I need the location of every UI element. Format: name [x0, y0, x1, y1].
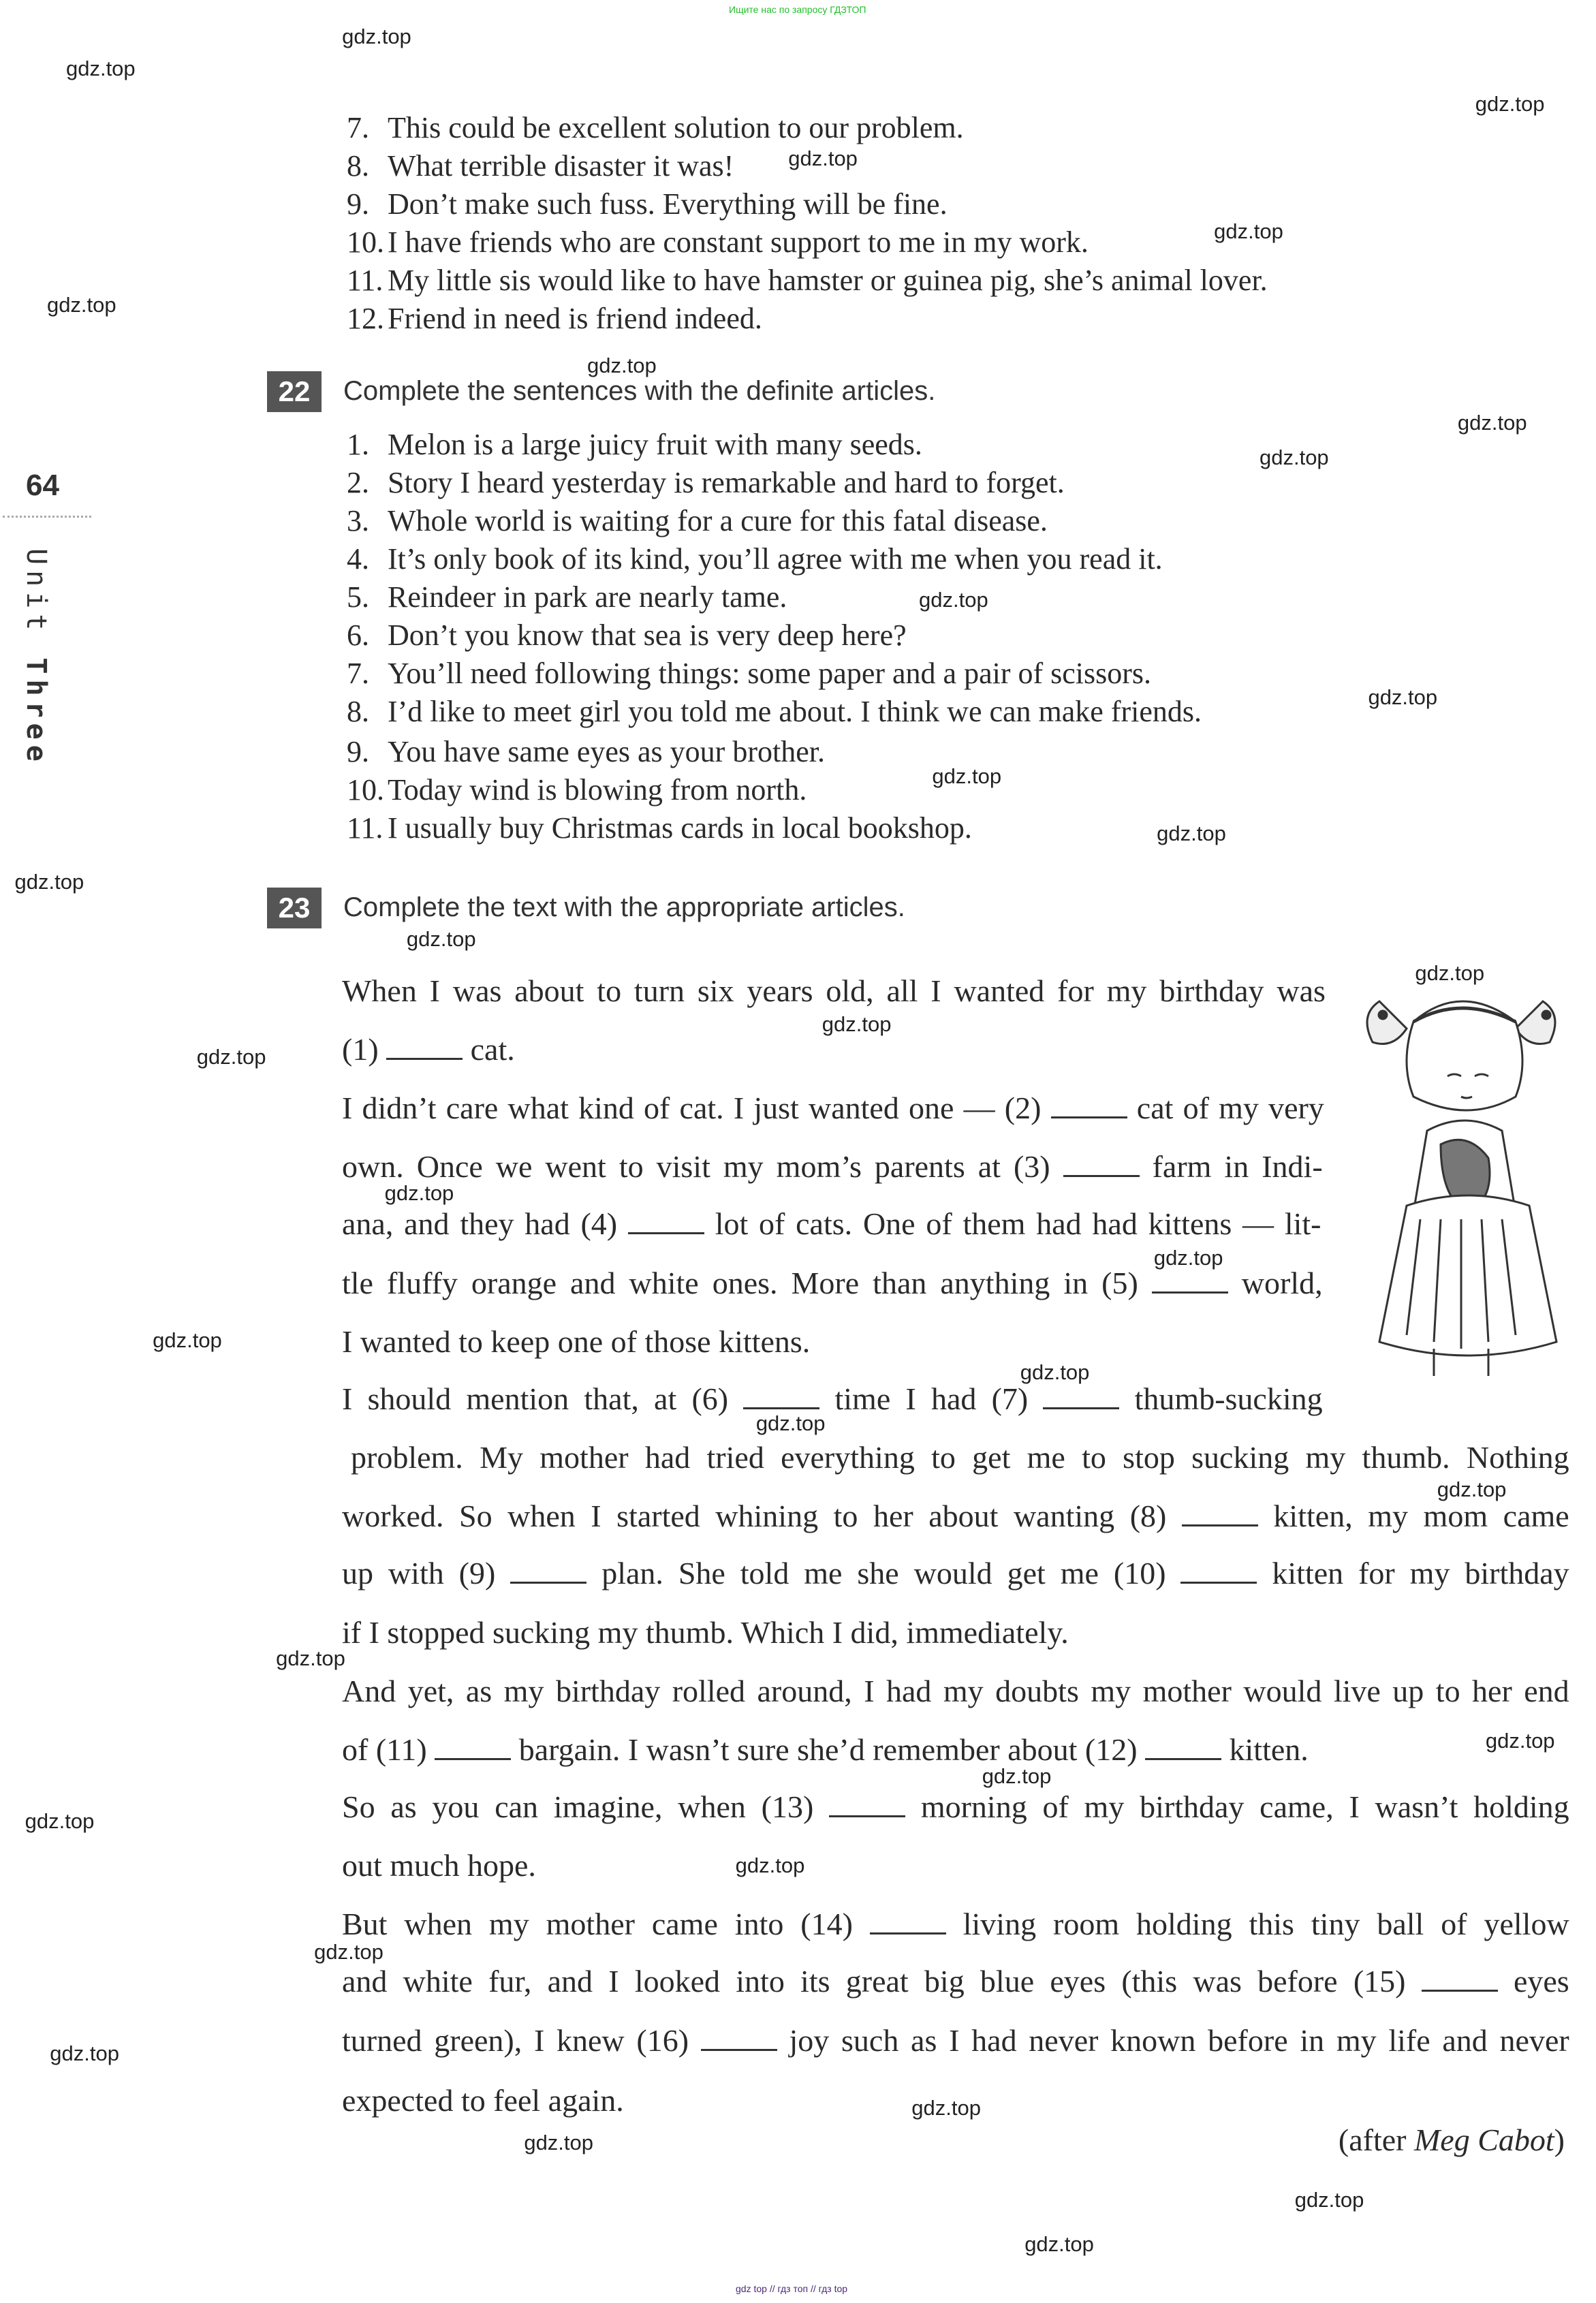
- exercise-item: [347, 426, 922, 464]
- exercise-item: [347, 262, 1268, 300]
- watermark: gdz.top: [1020, 1360, 1090, 1384]
- passage-text: I should mention that, at (6): [342, 1381, 744, 1416]
- item-text: I’d like to meet girl you told me about. I think we can make friends.: [388, 695, 1202, 729]
- answer-blank[interactable]: [628, 1212, 704, 1234]
- item-text: Story I heard yesterday is remarkable and hard to forget.: [388, 466, 1065, 500]
- item-text: Don’t make such fuss. Everything will be fine.: [388, 187, 948, 221]
- passage-text: tle fluffy orange and white ones. More than anything in (5): [342, 1265, 1152, 1300]
- watermark: gdz.top: [911, 2095, 981, 2120]
- passage-line: [342, 1961, 1569, 2002]
- passage-line: [342, 1904, 1569, 1945]
- passage-text: And yet, as my birthday rolled around, I had my doubts my mother would live up to her end: [342, 1673, 1569, 1708]
- answer-blank[interactable]: [510, 1561, 586, 1584]
- passage-text: thumb-sucking: [1119, 1381, 1323, 1416]
- item-text: Melon is a large juicy fruit with many seeds.: [388, 428, 922, 462]
- attribution-prefix: (after: [1338, 2122, 1414, 2157]
- item-number: 7.: [347, 110, 369, 144]
- passage-text: eyes: [1497, 1964, 1569, 1999]
- passage-line: [342, 1379, 1323, 1420]
- item-text: I usually buy Christmas cards in local bookshop.: [388, 811, 972, 845]
- passage-text: kitten.: [1221, 1732, 1309, 1767]
- answer-blank[interactable]: [743, 1387, 819, 1409]
- watermark: gdz.top: [153, 1328, 222, 1352]
- item-text: You have same eyes as your brother.: [388, 734, 825, 768]
- answer-blank[interactable]: [1152, 1271, 1228, 1294]
- passage-line: [342, 1671, 1569, 1712]
- item-number: 5.: [347, 580, 369, 614]
- exercise-item: [347, 578, 787, 616]
- item-number: 9.: [347, 734, 369, 768]
- item-text: You’ll need following things: some paper and a pair of scissors.: [388, 657, 1152, 691]
- watermark: gdz.top: [822, 1012, 892, 1037]
- answer-blank[interactable]: [1043, 1387, 1119, 1409]
- watermark: gdz.top: [342, 24, 411, 48]
- passage-line: [342, 1845, 536, 1886]
- passage-line: [342, 1496, 1569, 1537]
- passage-text: But when my mother came into (14): [342, 1907, 870, 1942]
- item-number: 10.: [347, 772, 384, 806]
- exercise-item: [347, 185, 948, 223]
- exercise-item: [347, 693, 1202, 731]
- watermark: gdz.top: [755, 1411, 826, 1436]
- exercise-item: [347, 771, 807, 809]
- watermark: gdz.top: [406, 927, 476, 952]
- divider: [3, 516, 91, 518]
- watermark: gdz.top: [982, 1764, 1052, 1788]
- watermark: gdz.top: [25, 1809, 95, 1834]
- item-number: 1.: [347, 428, 369, 462]
- passage-text: lot of cats. One of them had had kittens — lit-: [704, 1206, 1321, 1242]
- passage-text: When I was about to turn six years old, all I wanted for my birthday was: [342, 973, 1326, 1008]
- item-number: 2.: [347, 466, 369, 500]
- exercise-item: [347, 809, 972, 847]
- exercise-item: [347, 147, 734, 185]
- watermark: gdz.top: [314, 1940, 384, 1964]
- footer-banner[interactable]: gdz top // гдз топ // гдз top: [736, 2283, 848, 2294]
- passage-line: [342, 1612, 1069, 1653]
- passage-text: out much hope.: [342, 1848, 536, 1883]
- watermark: gdz.top: [735, 1853, 805, 1877]
- exercise-item: [347, 616, 907, 655]
- passage-line: [342, 1088, 1324, 1129]
- passage-line: [342, 2080, 624, 2121]
- attribution-suffix: ): [1554, 2122, 1565, 2157]
- passage-text: (1): [342, 1031, 387, 1067]
- item-text: This could be excellent solution to our problem.: [388, 110, 964, 144]
- watermark: gdz.top: [524, 2131, 594, 2155]
- item-text: It’s only book of its kind, you’ll agree with me when you read it.: [388, 542, 1163, 576]
- item-text: Reindeer in park are nearly tame.: [388, 580, 787, 614]
- exercise-item: [347, 464, 1065, 502]
- watermark: gdz.top: [46, 293, 116, 317]
- passage-line: [342, 1553, 1569, 1594]
- exercise-item: [347, 655, 1151, 693]
- passage-text: up with (9): [342, 1556, 511, 1591]
- watermark: gdz.top: [65, 57, 136, 81]
- passage-text: plan. She told me she would get me (10): [586, 1556, 1181, 1591]
- passage-text: kitten, my mom came: [1257, 1499, 1569, 1534]
- passage-text: I wanted to keep one of those kittens.: [342, 1323, 811, 1359]
- watermark: gdz.top: [196, 1044, 266, 1069]
- item-number: 11.: [347, 263, 384, 297]
- watermark: gdz.top: [919, 588, 988, 612]
- exercise-22-instruction: Complete the sentences with the definite articles.: [343, 376, 936, 406]
- answer-blank[interactable]: [701, 2028, 777, 2051]
- passage-line: [342, 1787, 1569, 1828]
- item-number: 4.: [347, 542, 369, 576]
- passage-text: expected to feel again.: [342, 2082, 624, 2118]
- passage-text: problem. My mother had tried everything to get me to stop sucking my thumb. Nothing: [351, 1440, 1569, 1475]
- exercise-item: [347, 109, 964, 147]
- passage-text: if I stopped sucking my thumb. Which I did, immediately.: [342, 1614, 1069, 1650]
- answer-blank[interactable]: [1051, 1096, 1127, 1118]
- passage-text: kitten for my birthday: [1257, 1556, 1569, 1591]
- passage-text: bargain. I wasn’t sure she’d remember about (12): [511, 1732, 1146, 1767]
- item-text: What terrible disaster it was!: [388, 148, 734, 183]
- item-number: 6.: [347, 618, 369, 653]
- passage-text: time I had (7): [819, 1381, 1044, 1416]
- item-number: 9.: [347, 187, 369, 221]
- watermark: gdz.top: [1368, 685, 1438, 709]
- watermark: gdz.top: [1214, 219, 1283, 244]
- passage-line: [342, 971, 1326, 1012]
- answer-blank[interactable]: [386, 1037, 463, 1060]
- watermark: gdz.top: [1457, 410, 1527, 435]
- page-number: 64: [26, 469, 59, 502]
- item-text: My little sis would like to have hamster or guinea pig, she’s animal lover.: [388, 263, 1268, 297]
- answer-blank[interactable]: [1145, 1738, 1221, 1760]
- exercise-item: [347, 733, 825, 771]
- exercise-23-instruction: Complete the text with the appropriate articles.: [343, 892, 905, 922]
- passage-text: cat.: [463, 1031, 515, 1067]
- item-text: Whole world is waiting for a cure for this fatal disease.: [388, 504, 1048, 538]
- passage-text: So as you can imagine, when (13): [342, 1789, 830, 1824]
- passage-text: morning of my birthday came, I wasn’t holding: [905, 1789, 1569, 1824]
- passage-text: I didn’t care what kind of cat. I just wanted one — (2): [342, 1091, 1051, 1126]
- watermark: gdz.top: [1415, 960, 1485, 985]
- watermark: gdz.top: [276, 1646, 345, 1671]
- item-number: 3.: [347, 504, 369, 538]
- passage-text: worked. So when I started whining to her about wanting (8): [342, 1499, 1182, 1534]
- exercise-item: [347, 300, 762, 338]
- unit-name: Three: [20, 657, 52, 767]
- item-text: Friend in need is friend indeed.: [388, 301, 762, 335]
- answer-blank[interactable]: [870, 1912, 946, 1934]
- answer-blank[interactable]: [1180, 1561, 1257, 1584]
- unit-label: [20, 548, 52, 767]
- exercise-22-badge: 22: [267, 371, 322, 412]
- watermark: gdz.top: [50, 2041, 119, 2065]
- search-banner[interactable]: Ищите нас по запросу ГДЗТОП: [729, 4, 866, 15]
- watermark: gdz.top: [1153, 1245, 1223, 1270]
- passage-line: [342, 1146, 1323, 1187]
- exercise-item: [347, 502, 1048, 540]
- attribution: [1339, 2122, 1565, 2158]
- passage-line: [342, 1263, 1323, 1304]
- passage-text: turned green), I knew (16): [342, 2022, 701, 2058]
- answer-blank[interactable]: [829, 1795, 905, 1817]
- watermark: gdz.top: [1157, 821, 1226, 846]
- answer-blank[interactable]: [1063, 1155, 1140, 1177]
- watermark: gdz.top: [1475, 92, 1545, 116]
- item-text: Today wind is blowing from north.: [388, 772, 807, 806]
- passage-line: [342, 1321, 810, 1362]
- watermark: gdz.top: [587, 353, 657, 377]
- item-number: 10.: [347, 225, 384, 259]
- watermark: gdz.top: [1294, 2188, 1364, 2212]
- passage-line: [342, 1729, 1309, 1770]
- watermark: gdz.top: [14, 870, 84, 894]
- watermark: gdz.top: [788, 146, 858, 170]
- answer-blank[interactable]: [1182, 1504, 1258, 1526]
- item-number: 7.: [347, 657, 369, 691]
- watermark: gdz.top: [1024, 2231, 1094, 2256]
- passage-text: farm in Indi-: [1139, 1149, 1323, 1185]
- passage-text: ana, and they had (4): [342, 1206, 628, 1242]
- passage-text: cat of my very: [1127, 1091, 1324, 1126]
- item-text: I have friends who are constant support to me in my work.: [388, 225, 1089, 259]
- item-number: 8.: [347, 695, 369, 729]
- answer-blank[interactable]: [1422, 1969, 1498, 1992]
- girl-with-kitten-illustration: [1352, 974, 1577, 1383]
- watermark: gdz.top: [932, 764, 1002, 788]
- watermark: gdz.top: [1437, 1477, 1507, 1502]
- watermark: gdz.top: [1485, 1728, 1555, 1753]
- passage-line: [351, 1437, 1569, 1478]
- passage-text: own. Once we went to visit my mom’s parents at (3): [342, 1149, 1063, 1185]
- passage-text: world,: [1227, 1265, 1323, 1300]
- exercise-23-badge: 23: [267, 888, 322, 928]
- passage-text: living room holding this tiny ball of yellow: [945, 1907, 1569, 1942]
- attribution-author: Meg Cabot: [1413, 2122, 1554, 2157]
- unit-word: Unit: [20, 548, 52, 636]
- passage-line: [342, 2020, 1569, 2061]
- passage-text: and white fur, and I looked into its great big blue eyes (this was before (15): [342, 1964, 1422, 1999]
- item-text: Don’t you know that sea is very deep here?: [388, 618, 907, 653]
- watermark: gdz.top: [384, 1181, 454, 1205]
- item-number: 8.: [347, 148, 369, 183]
- passage-line: [342, 1204, 1321, 1244]
- passage-text: of (11): [342, 1732, 435, 1767]
- passage-line: [342, 1029, 515, 1070]
- item-number: 12.: [347, 301, 384, 335]
- answer-blank[interactable]: [435, 1738, 511, 1760]
- exercise-item: [347, 223, 1089, 262]
- exercise-item: [347, 540, 1163, 578]
- item-number: 11.: [347, 811, 384, 845]
- watermark: gdz.top: [1259, 445, 1329, 470]
- passage-text: joy such as I had never known before in my life and never: [777, 2022, 1569, 2058]
